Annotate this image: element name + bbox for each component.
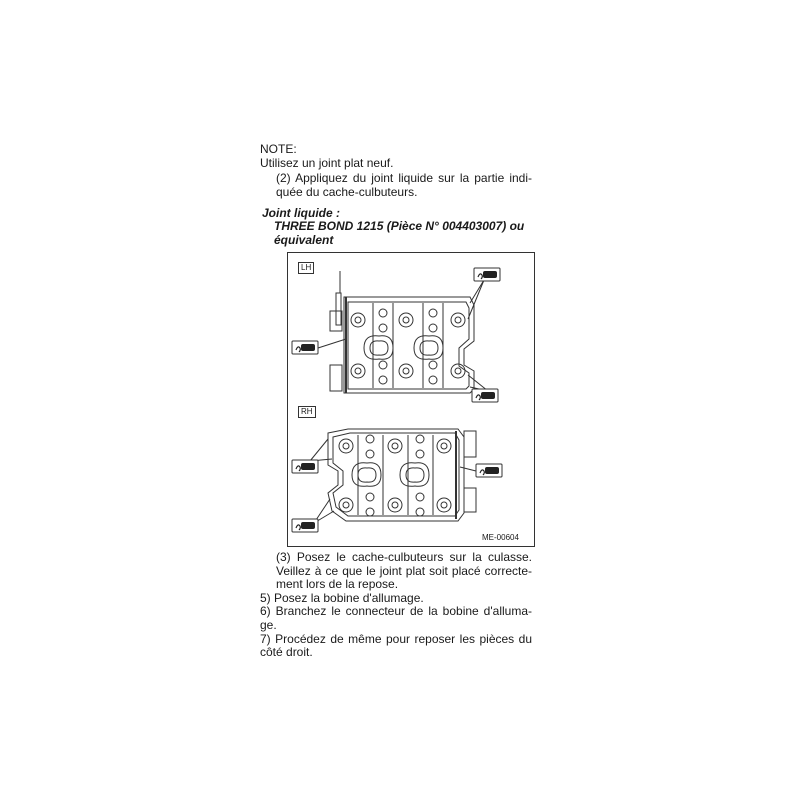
rocker-cover-figure (287, 252, 535, 547)
sealant-tube-icon (476, 464, 502, 477)
step-7-line-2: côté droit. (260, 645, 313, 659)
sealant-spec-line-2: équivalent (274, 233, 334, 247)
rocker-cover-drawing (288, 253, 534, 546)
step-3-line-3: ment lors de la repose. (276, 577, 399, 591)
sealant-tube-icon (292, 341, 318, 354)
sealant-heading: Joint liquide : (262, 206, 340, 220)
step-5: 5) Posez la bobine d'allumage. (260, 591, 424, 605)
step-3-line-2: Veillez à ce que le joint plat soit placé correcte- (276, 564, 532, 578)
step-6-line-2: ge. (260, 618, 277, 632)
step-6-line-1: 6) Branchez le connecteur de la bobine d'alluma- (260, 604, 532, 618)
rh-tag: RH (298, 406, 316, 418)
sealant-tube-icon (292, 519, 318, 532)
sealant-spec-line-1: THREE BOND 1215 (Pièce N° 004403007) ou (274, 219, 525, 233)
step-7-line-1: 7) Procédez de même pour reposer les pièces du (260, 632, 532, 646)
lh-cover-drawing (330, 271, 474, 393)
sealant-tube-icon (474, 268, 500, 281)
note-text: Utilisez un joint plat neuf. (260, 156, 394, 170)
step-3-line-1: (3) Posez le cache-culbuteurs sur la culasse. (276, 550, 532, 564)
note-heading: NOTE: (260, 142, 297, 156)
step-2-line-2: quée du cache-culbuteurs. (276, 185, 418, 199)
step-2-line-1: (2) Appliquez du joint liquide sur la partie indi- (276, 171, 532, 185)
sealant-tube-icon (472, 389, 498, 402)
lh-tag: LH (298, 262, 314, 274)
sealant-tube-icon (292, 460, 318, 473)
rh-cover-drawing (328, 429, 476, 521)
figure-code: ME-00604 (482, 533, 519, 542)
